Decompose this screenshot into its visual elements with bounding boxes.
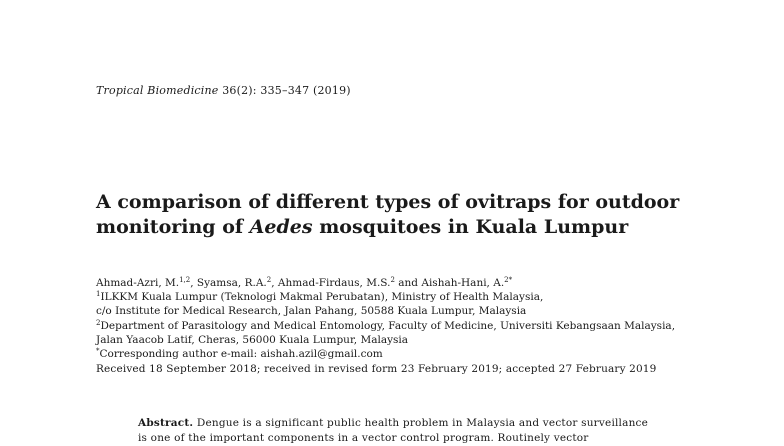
affiliation-2-line-1 [96, 319, 736, 333]
title-part-2: mosquitoes in Kuala Lumpur [319, 216, 629, 238]
author-name: Ahmad-Firdaus, M.S. [277, 277, 391, 289]
author-separator: , [271, 277, 278, 289]
affiliation-text: ILKKM Kuala Lumpur (Teknologi Makmal Perubatan), Ministry of Health Malaysia, [100, 291, 544, 304]
author-affiliation-marker: 2 [390, 276, 395, 284]
corresponding-email: Corresponding author e-mail: aishah.azil@gmail.com [99, 348, 383, 361]
abstract-text: Dengue is a significant public health problem in Malaysia and vector surveillance is one of the important components in a vector control program. Routinely vector [138, 417, 649, 444]
affiliation-text: Department of Parasitology and Medical Entomology, Faculty of Medicine, Universiti Kebangsaan Malaysia, [100, 319, 676, 332]
title-part-1: A comparison of different types of ovitraps for outdoor monitoring of [96, 191, 680, 238]
title-italic: Aedes [249, 216, 313, 238]
received-dates: Received 18 September 2018; received in revised form 23 February 2019; accepted 27 February 2019 [96, 363, 657, 376]
author-name: Aishah-Hani, A. [421, 277, 505, 289]
corresponding-author [96, 347, 736, 361]
abstract-heading: Abstract. [138, 417, 194, 429]
author-separator: and [394, 277, 422, 289]
affiliation-1-line-2: c/o Institute for Medical Research, Jalan Pahang, 50588 Kuala Lumpur, Malaysia [96, 305, 527, 318]
author-affiliation-marker: 2 [266, 276, 272, 284]
affiliation-2-line-2: Jalan Yaacob Latif, Cheras, 56000 Kuala Lumpur, Malaysia [96, 333, 409, 346]
abstract [138, 416, 658, 446]
author-name: Ahmad-Azri, M. [96, 277, 180, 289]
author-separator: , [190, 277, 197, 289]
paper-title [96, 190, 716, 240]
journal-name: Tropical Biomedicine [96, 84, 219, 97]
author-list [96, 276, 736, 290]
corresponding-marker: * [96, 347, 100, 356]
affiliation-1-line-1 [96, 290, 736, 304]
author-affiliation-marker: 1,2 [179, 276, 191, 284]
journal-citation [96, 84, 351, 97]
volume-pages: 36(2): 335–347 (2019) [222, 84, 351, 97]
author-block [96, 276, 736, 376]
affiliation-marker: 2 [96, 318, 101, 327]
author-affiliation-marker: 2* [504, 276, 513, 284]
affiliation-marker: 1 [96, 290, 101, 299]
author-name: Syamsa, R.A. [196, 277, 267, 289]
